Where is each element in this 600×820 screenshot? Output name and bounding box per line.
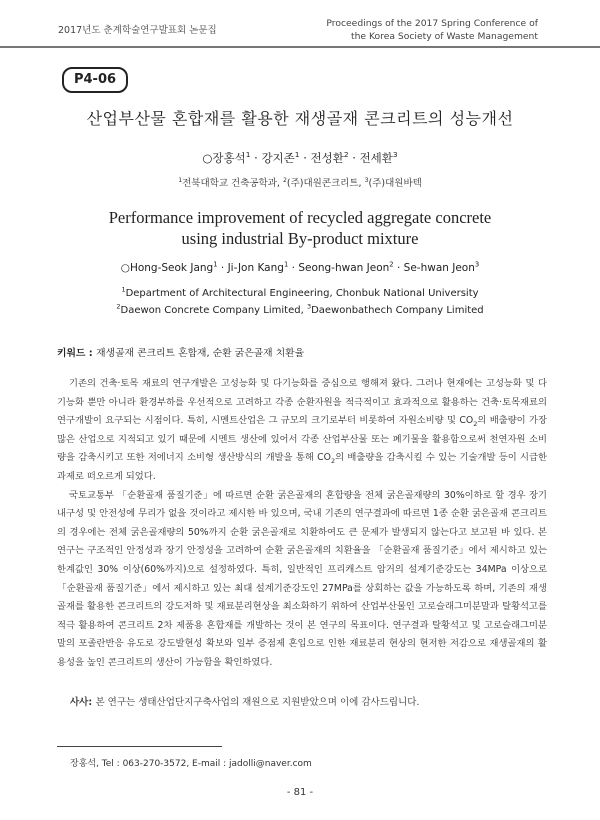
affil-sup: 2 — [282, 176, 287, 184]
footnote-divider — [57, 746, 222, 747]
english-author: Se-hwan Jeon — [403, 262, 475, 274]
header-proceedings-korean: 2017년도 춘계학술연구발표회 논문집 — [58, 25, 217, 36]
author-marker: ○ — [120, 262, 130, 274]
english-affiliation: Daewon Concrete Company Limited, — [120, 305, 307, 316]
session-code-badge: P4-06 — [62, 67, 128, 93]
acknowledgment — [70, 694, 550, 708]
author-separator: · — [396, 262, 401, 274]
author-separator: · — [291, 262, 295, 274]
korean-affiliations — [0, 175, 600, 189]
author-affil-sup: 1 — [213, 260, 218, 269]
body-paragraph-1 — [57, 375, 547, 487]
subscript: 2 — [473, 420, 478, 429]
english-affiliations — [0, 285, 600, 319]
english-title-line1: Performance improvement of recycled aggregate concrete — [108, 208, 492, 227]
korean-affiliation: (주)대원바텍 — [368, 178, 422, 189]
affil-sup: 1 — [178, 176, 183, 184]
affil-sup: 3 — [364, 176, 369, 184]
body-text-segment: 의 배출량이 가장 많은 산업으로 지적되고 있기 때문에 시멘트 생산에 있어서 각종 산업부산물 또는 폐기물을 활용함으로써 천연자원 소비량을 감축시키고 또한 저에너지 소비형 생산방식의 개발을 통해 CO — [57, 415, 547, 464]
english-title — [0, 207, 600, 249]
author-affil-sup: 3 — [392, 150, 398, 160]
english-affiliation-line2 — [0, 302, 600, 319]
korean-author: 강지존 — [261, 151, 295, 165]
author-affil-sup: 2 — [343, 150, 349, 160]
affil-sup: 3 — [306, 302, 312, 311]
korean-authors — [0, 150, 600, 166]
english-authors — [0, 262, 600, 274]
body-text-segment: 의 배출량을 감축시킬 수 있는 기술개발 등이 시급한 과제로 떠오르게 되었다. — [57, 452, 547, 482]
acknowledgment-label: 사사: — [70, 697, 96, 708]
keywords — [57, 345, 547, 359]
author-affil-sup: 1 — [294, 150, 300, 160]
header-right-line2: the Korea Society of Waste Management — [350, 31, 538, 42]
english-title-line2: using industrial By-product mixture — [181, 229, 419, 248]
footnote-contact: 장홍석, Tel : 063-270-3572, E-mail : jadolli@naver.com — [70, 759, 312, 769]
author-separator: · — [303, 151, 307, 165]
english-affiliation: Department of Architectural Engineering, Chonbuk National University — [125, 288, 479, 299]
korean-author: 전세환 — [359, 151, 393, 165]
korean-affiliation: (주)대원콘크리트 — [286, 178, 359, 189]
author-separator: · — [352, 151, 356, 165]
header-divider — [0, 46, 600, 48]
affil-separator: , — [276, 178, 283, 189]
english-author: Seong-hwan Jeon — [298, 262, 390, 274]
abstract-body — [57, 375, 547, 673]
header-right-line1: Proceedings of the 2017 Spring Conference of — [326, 18, 538, 29]
korean-author: 전성환 — [310, 151, 344, 165]
acknowledgment-text: 본 연구는 생태산업단지구축사업의 재원으로 지원받았으며 이에 감사드립니다. — [95, 697, 420, 708]
author-separator: · — [254, 151, 258, 165]
keywords-text: 재생골재 콘크리트 혼합재, 순환 굵은골재 치환율 — [96, 348, 305, 359]
korean-title: 산업부산물 혼합재를 활용한 재생골재 콘크리트의 성능개선 — [86, 109, 514, 128]
subscript: 2 — [330, 457, 336, 466]
keywords-label: 키워드 : — [57, 348, 97, 359]
english-affiliation: Daewonbathech Company Limited — [311, 305, 484, 316]
affil-sup: 1 — [121, 285, 126, 294]
header-proceedings-english — [278, 17, 538, 43]
author-affil-sup: 1 — [283, 260, 289, 269]
english-author: Ji-Jon Kang — [227, 262, 284, 274]
author-marker: ○ — [202, 151, 213, 165]
english-author: Hong-Seok Jang — [129, 262, 214, 274]
korean-author: 장홍석 — [212, 151, 246, 165]
author-affil-sup: 1 — [245, 150, 251, 160]
page-number: - 81 - — [286, 787, 314, 798]
author-affil-sup: 2 — [389, 260, 394, 269]
author-affil-sup: 3 — [474, 260, 480, 269]
body-paragraph-2: 국토교통부 「순환골재 품질기준」에 따르면 순환 굵은골재의 혼합량을 전체 굵은골재량의 30%이하로 할 경우 장기 내구성 및 안전성에 무리가 없을 것이라고 제시한 바 있으며, 국내 기존의 연구결과에 따르면 1종 순환 굵은골재 콘크리트의 경우에는 전체 굵은골재량의 50%까지 순환 굵은골재로 치환하여도 큰 문제가 발생되지 않는다고 보고된 바 있다. 본 연구는 구조적인 안정성과 장기 안정성을 고려하여 순환 굵은골재의 치환율을 「순환골재 품질기준」에서 제시하고 있는 한계값인 30% 이상(60%까지)으로 설정하였다. 특히, 일반적인 프리캐스트 암거의 설계기준강도는 34MPa 이상으로 「순환골재 품질기준」에서 제시하고 있는 최대 설계기준강도인 27MPa를 상회하는 값을 가능하도록 하며, 기존의 재생골재를 활용한 콘크리트의 강도저하 및 재료분리현상을 최소화하기 위하여 산업부산물인 고로슬래그미분말과 탈황석고를 적극 활용하여 콘크리트 2차 제품용 혼합재를 개발하는 것이 본 연구의 목표이다. 연구결과 탈황석고 및 고로슬래그미분말의 포졸란반응 유도로 강도발현성 확보와 일부 증점제 혼입으로 인한 재료분리 현상의 현저한 저감으로 재생골재의 활용성을 높인 콘크리트의 생산이 가능함을 확인하였다. — [57, 489, 547, 668]
english-affiliation-line1 — [0, 285, 600, 302]
author-separator: · — [220, 262, 225, 274]
affil-sup: 2 — [116, 302, 121, 311]
affil-separator: , — [358, 178, 365, 189]
body-text-segment: 기존의 건축·토목 재료의 연구개발은 고성능화 및 다기능화를 중심으로 행해져 왔다. 그러나 현재에는 고성능화 및 다기능화 뿐만 아니라 환경부하를 우선적으로 고려하고 각종 순환자원을 적극적이고 효과적으로 활용하는 건축·토목재료의 연구개발이 요구되는 시점이다. 특히, 시멘트산업은 그 규모의 크기로부터 비롯하여 자원소비량 및 CO — [57, 378, 547, 427]
korean-affiliation: 전북대학교 건축공학과 — [182, 178, 277, 189]
